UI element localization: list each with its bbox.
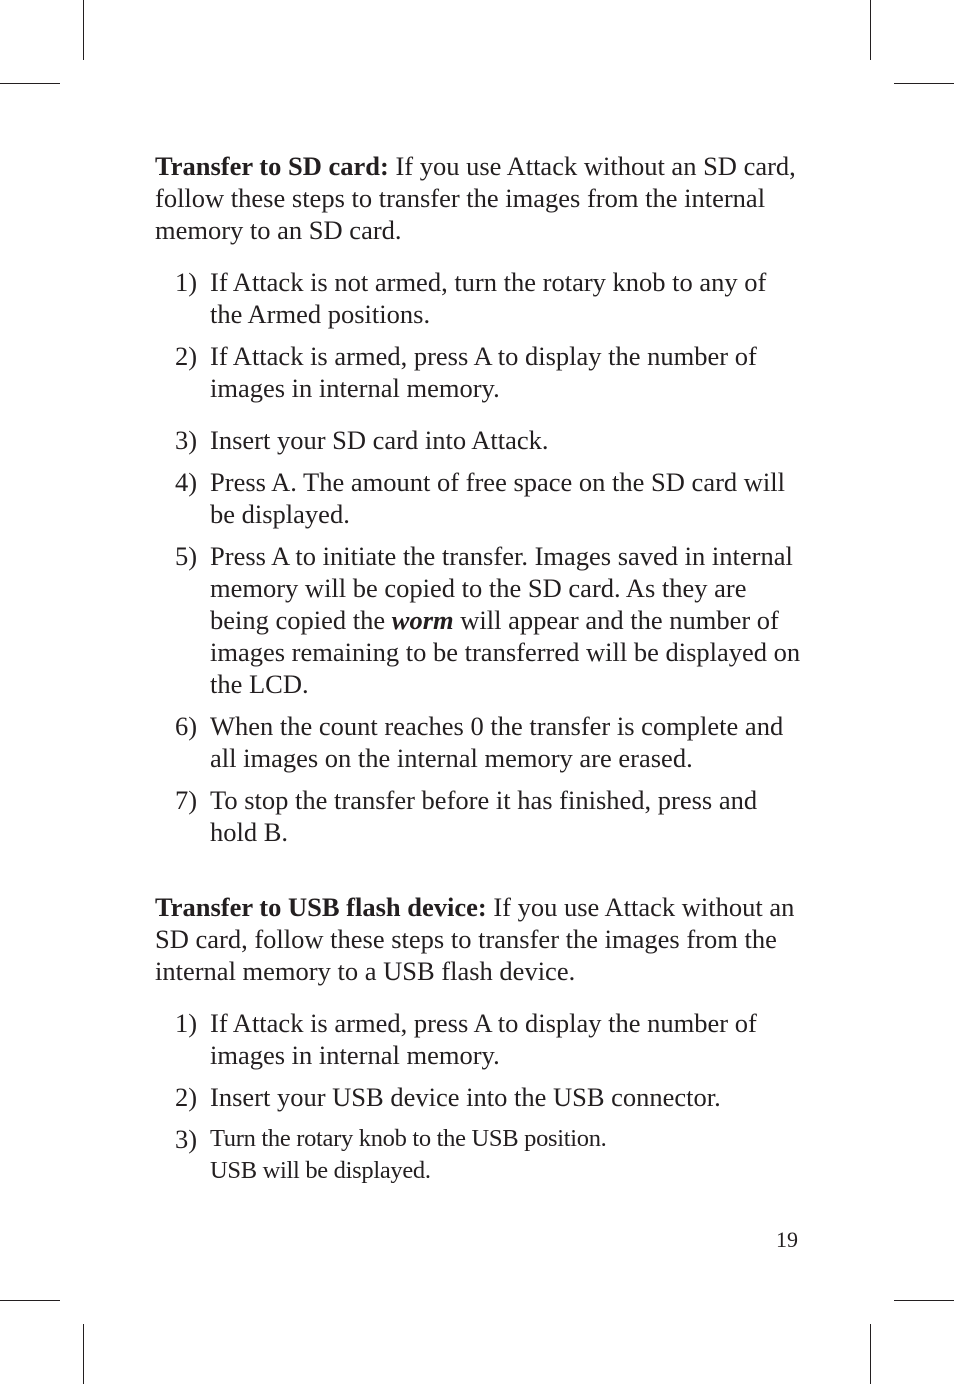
step-text: To stop the transfer before it has finished, press and hold B. — [210, 785, 758, 847]
page-number: 19 — [776, 1227, 798, 1252]
step-text: If Attack is not armed, turn the rotary knob to any of the Armed positions. — [210, 267, 767, 329]
crop-mark-bottom-left-vertical — [83, 1324, 84, 1384]
list-item — [175, 1007, 805, 1071]
list-item — [175, 1081, 805, 1113]
list-item — [175, 266, 805, 330]
step-text: Insert your USB device into the USB connector. — [210, 1082, 721, 1112]
step-text — [210, 1123, 805, 1187]
step-number: 4) — [175, 467, 198, 497]
page-content — [155, 150, 805, 1187]
step-number: 3) — [175, 1124, 198, 1154]
crop-mark-bottom-right-horizontal — [894, 1300, 954, 1301]
step-text: If Attack is armed, press A to display the number of images in internal memory. — [210, 1008, 757, 1070]
step-text-line: Turn the rotary knob to the USB position. — [210, 1125, 607, 1152]
step-number: 1) — [175, 1008, 198, 1038]
sd-transfer-steps — [155, 266, 805, 848]
step-text-part: Press A to initiate the transfer. Images saved in internal memory will be copied to the SD card. As they are being copied the — [210, 541, 793, 635]
worm-emphasis: worm — [391, 605, 454, 635]
list-item — [175, 1123, 805, 1187]
list-item — [175, 784, 805, 848]
step-number: 2) — [175, 341, 198, 371]
crop-mark-top-left-vertical — [83, 0, 84, 60]
step-text-part: will appear and the number of images remaining to be transferred will be displayed on the LCD. — [210, 605, 801, 699]
sd-transfer-intro — [155, 150, 805, 246]
step-number: 5) — [175, 541, 198, 571]
list-item — [175, 710, 805, 774]
step-number: 2) — [175, 1082, 198, 1112]
usb-transfer-intro — [155, 891, 805, 987]
step-text — [210, 540, 805, 700]
step-text: Press A. The amount of free space on the SD card will be displayed. — [210, 467, 786, 529]
usb-transfer-steps — [155, 1007, 805, 1187]
crop-mark-bottom-left-horizontal — [0, 1300, 60, 1301]
step-text: When the count reaches 0 the transfer is complete and all images on the internal memory are erased. — [210, 711, 784, 773]
sd-transfer-intro-text: If you use Attack without an SD card, follow these steps to transfer the images from the internal memory to an SD card. — [155, 151, 796, 245]
usb-transfer-intro-text: If you use Attack without an SD card, follow these steps to transfer the images from the internal memory to a USB flash device. — [155, 892, 795, 986]
crop-mark-bottom-right-vertical — [870, 1324, 871, 1384]
list-item — [175, 424, 805, 456]
step-text: Insert your SD card into Attack. — [210, 425, 549, 455]
step-text-line: USB will be displayed. — [210, 1157, 431, 1184]
step-number: 6) — [175, 711, 198, 741]
step-text: If Attack is armed, press A to display the number of images in internal memory. — [210, 341, 757, 403]
list-item — [175, 466, 805, 530]
step-number: 1) — [175, 267, 198, 297]
step-number: 7) — [175, 785, 198, 815]
sd-transfer-heading: Transfer to SD card: — [155, 151, 389, 181]
step-number: 3) — [175, 425, 198, 455]
crop-mark-top-right-horizontal — [894, 83, 954, 84]
list-item — [175, 340, 805, 404]
crop-mark-top-right-vertical — [870, 0, 871, 60]
usb-transfer-heading: Transfer to USB flash device: — [155, 892, 487, 922]
crop-mark-top-left-horizontal — [0, 83, 60, 84]
list-item — [175, 540, 805, 700]
